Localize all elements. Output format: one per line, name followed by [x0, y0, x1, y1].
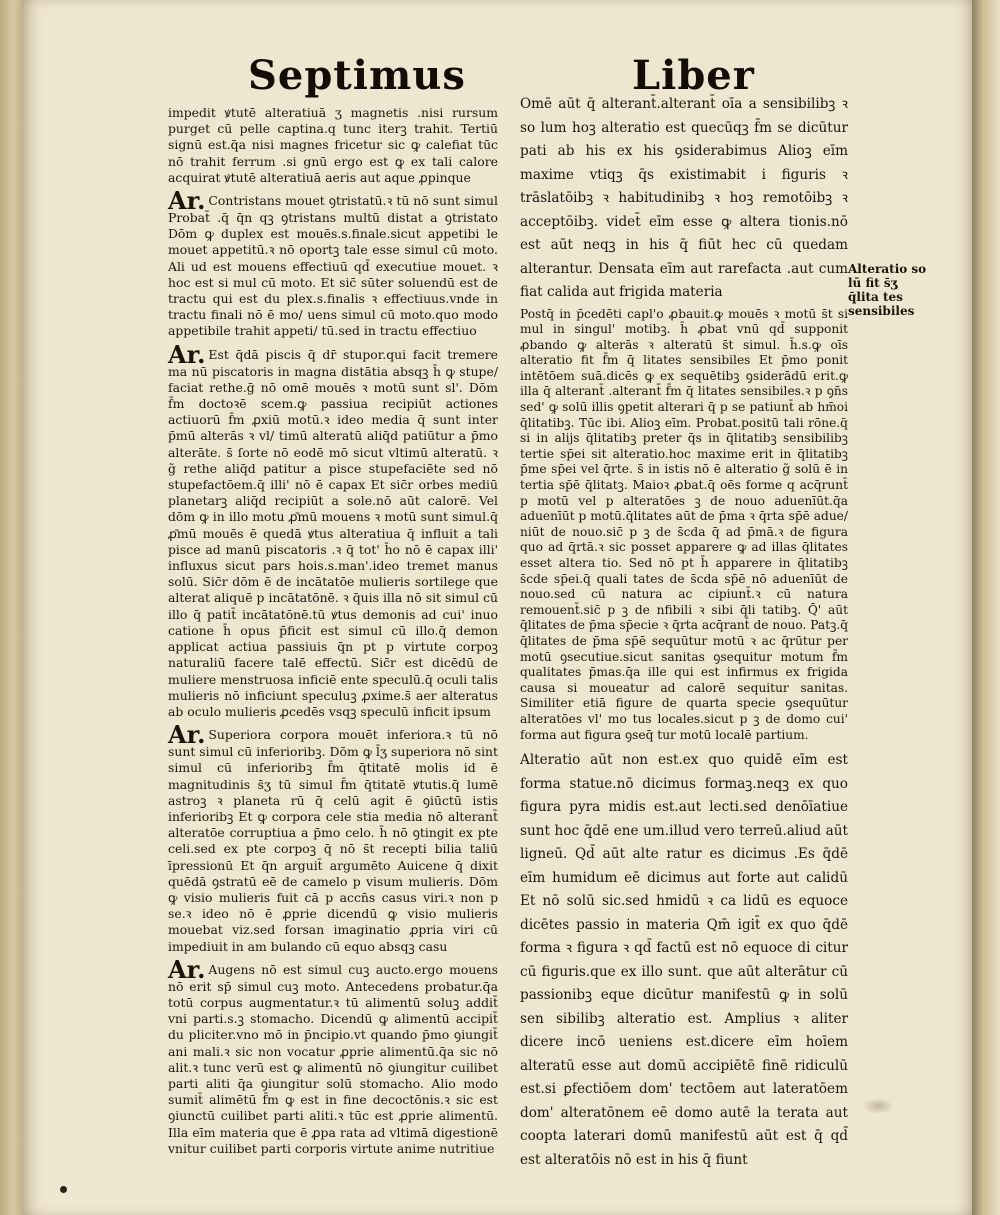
paragraph — [168, 339, 498, 720]
paragraph — [168, 954, 498, 1157]
paragraph-text: Contristans mouet ꝯtristatū.ꝛ tū nō sunt simul Probat̄ .q̄ q̄n qꝫ ꝯtristans multū distat a ꝯtristato Dōm ꝙ duplex est mouēs.s.finale.sicut appetibi le mouet appetitū.ꝛ nō oportꝫ tale esse simul cū moto. Ali ud est mouens effectiuū qd̄ executiue mouet. ꝛ hoc est si mul cū moto. Et sic̄ sūter soluendū est de tractu qui est du plex.s.finalis ꝛ effectiuus.vnde in tractu finali nō ē mo/ uens simul cū moto.quo modo appetibile trahit appeti/ tū.sed in tractu effectiuo — [168, 193, 498, 339]
paragraph — [168, 105, 498, 186]
ar-marker: Ar. — [168, 339, 206, 369]
ink-dot — [60, 1186, 67, 1193]
ar-marker: Ar. — [168, 186, 206, 216]
aristotle-text: Alteratio aūt non est.ex quo quidē eīm est forma statue.nō dicimus formaꝫ.neqꝫ ex quo figura pyra midis est.aut lecti.sed denōīatiue sunt hoc q̄dē ene um.illud vero terreū.aliud aūt ligneū. Qd̄ aūt alte ratur es dicimus .Es q̄dē eīm humidum eē dicimus aut forte aut calidū Et nō solū sic.sed hmidū ꝛ ca lidū es equoce dicētes passio in materia Qm̄ igit̄ ex quo q̄dē forma ꝛ figura ꝛ qd̄ factū est nō equoce di citur cū figuris.que ex illo sunt. que aūt alterātur cū passionibꝫ eque dicūtur manifestū ꝙ in solū sen sibilibꝫ alteratio est. Amplius ꝛ aliter dicere incō ueniens est.dicere eīm hoīem alteratū esse aut domū accipiētē finē ridiculū est.si ꝑfectiōem dom' tectōem aut lateratōem dom' alteratōnem eē domo autē la terata aut coopta laterari domū manifestū aūt est q̄ qd̄ est alteratōis nō est in his q̄ fiunt — [520, 752, 848, 1168]
ar-marker: Ar. — [168, 954, 206, 984]
ar-marker: Ar. — [168, 720, 206, 750]
aristotle-text: Omē aūt q̄ alterant̄.alterant̄ oīa a sensibilibꝫ ꝛ so lum hoꝫ alteratio est quecūqꝫ f̄m se dicūtur pati ab his ex his ꝯsiderabimus Alioꝫ eīm maxime vtiqꝫ q̄s existimabit i figuris ꝛ trāslatōibꝫ ꝛ habitudinibꝫ ꝛ hoꝫ remotōibꝫ ꝛ acceptōibꝫ. videt̄ eīm esse ꝙ altera tionis.nō est aūt neqꝫ in his q̄ fiūt hec cū quedam alterantur. Densata eīm aut rarefacta .aut cum fiat calida aut frigida materia — [520, 96, 848, 300]
paragraph-text: impedit ꝟtutē alteratiuā ʒ magnetis .nisi rursum purget cū pelle captina.q tunc iterꝫ trahit. Tertiū signū est.q̄a nisi magnes fricetur sic ꝙ calefiat tūc nō trahit ferrum .si gnū ergo est ꝙ ex tali calore acquirat ꝟtutē alteratiuā aeris aut aque ꝓpinque — [168, 105, 498, 185]
right-page-edge — [972, 0, 1000, 1215]
ink-smudge — [862, 1098, 894, 1114]
paragraph-text: Superiora corpora mouēt inferiora.ꝛ tū nō sunt simul cū inferioribꝫ. Dōm ꝙ l̄ʒ superiora nō sint simul cū inferioribꝫ f̄m q̄titatē molis id ē magnitudinis s̄ʒ tū simul f̄m q̄titatē ꝟtutis.q̄ lumē astroꝫ ꝛ planeta rū q̄ celū agit ē ꝯiūctū istis inferioribꝫ Et ꝙ corpora cele stia media nō alterant̄ alteratōe corruptiua a p̄mo celo. h̄ nō ꝯtingit ex pte celi.sed ex pte corpoꝫ q̄ nō s̄t recepti bilia taliū īpressionū Et q̄n arguit̄ argumēto Auicene q̄ dixit quēdā ꝯstratū eē de camelo p visum mulieris. Dōm ꝙ visio mulieris fuit cā p accn̄s casus viri.ꝛ non p se.ꝛ ideo nō ē ꝓprie dicendū ꝙ visio mulieris mouebat viz.sed forsan imaginatio ꝓpria viri cū impediuit in am bulando cū equo absqꝫ casu — [168, 727, 498, 954]
running-head-right: Liber — [632, 52, 755, 99]
paragraph-text: Est q̄dā piscis q̄ dr̄ stupor.qui facit tremere ma nū piscatoris in magna distātia absqꝫ h̄ ꝙ stupe/ faciat rethe.ḡ nō omē mouēs ꝛ motū sunt sl'. Dōm f̄m doctoꝛē scem.ꝙ passiua recipiūt actiones actiuorū f̄m ꝓxiū motū.ꝛ ideo media q̄ sunt inter p̄mū alterās ꝛ vl/ timū alteratū aliq̄d patiūtur a p̄mo alterāte. s̄ ſorte nō eodē mō sicut vltimū alteratū. ꝛ g̃ rethe aliq̄d patitur a pisce stupefaciēte sed nō stupefactōem.q̄ illi' nō ē capax Et sic̄r orbes mediū planetarꝫ aliq̄d recipiūt a sole.nō aūt calorē. Vel dōm ꝙ in illo motu ꝓ̄mū mouens ꝛ motū sunt simul.q̄ ꝓ̄mū mouēs ē quedā ꝟtus alteratiua q̄ influit a tali pisce ad manū piscatoris .ꝛ q̄ tot' h̄o nō ē capax illi' influxus sicut pars hois.s.man'.ideo tremet manus solū. Sic̄r dōm ē de incātatōe mulieris sortilege que alterat aliquē p incātatōnē. ꝛ q̄uis illa nō sit simul cū illo q̄ patit̄ incātatōnē.tū ꝟtus demonis ad cui' inuo catione h̄ opus p̄ficit est simul cū illo.q̄ demon applicat actiua passiuis q̄n pt p virtute corpoꝫ naturaliū facere talē effectū. Sic̄r est dicēdū de muliere menstruosa inficiē ente speculū.q̄ oculi talis mulieris nō inficiunt speculuꝫ ꝓxime.s̄ aer alteratus ab oculo mulieris ꝓcedēs vsqꝫ speculū inficit ipsum — [168, 346, 498, 719]
text-column-right — [520, 93, 848, 1172]
left-page-edge — [0, 0, 22, 1215]
paragraph — [168, 186, 498, 340]
paragraph-text: Augens nō est simul cuꝫ aucto.ergo mouens nō erit sp̄ simul cuꝫ moto. Antecedens probatur.q̄a totū corpus augmentatur.ꝛ tū alimentū soluꝫ addit̄ vni parti.s.ꝫ stomacho. Dicendū ꝙ alimentū accipit̄ du pliciter.vno mō in p̄ncipio.vt quando p̄mo ꝯiungit̄ ani mali.ꝛ sic non vocatur ꝓprie alimentū.q̄a sic nō alit.ꝛ tunc verū est ꝙ alimentū nō ꝯiungitur cuilibet parti aliti q̄a ꝯiungitur solū stomacho. Alio modo sumit̄ alimētū f̄m ꝙ est in fine decoctōnis.ꝛ sic est ꝯiunctū cuilibet parti aliti.ꝛ tūc est ꝓprie alimentū. Illa eīm materia que ē ꝓpa rata ad vltimā digestionē vnitur cuilibet parti corporis virtute anime nutritiue — [168, 961, 498, 1156]
margin-note: Alteratio so lū fit s̄ʒ q̄lita tes sensibiles — [848, 262, 927, 318]
running-head-left: Septimus — [248, 52, 466, 99]
paragraph — [168, 720, 498, 955]
commentary-column-left — [168, 105, 498, 1157]
commentary-text: Postq̄ in p̄cedēti capl'o ꝓbauit.ꝙ mouēs ꝛ motū s̄t si mul in singul' motibꝫ. h̄ ꝓbat vnū qd̄ supponit ꝓbando ꝙ alterās ꝛ alteratū s̄t simul. h̄.s.ꝙ oīs alteratio fit f̄m q̄ litates sensibiles Et p̄mo ponit intētōem suā.dicēs ꝙ ex sequētibꝫ ꝯsiderādū erit.ꝙ illa q̄ alterant̄ .alterant̄ f̄m q̄ litates sensibiles.ꝛ p ꝯn̄s sed' ꝙ solū illis ꝯpetit alterari q̄ p se patiunt̄ ab hm̄oi q̄litatibꝫ. Tūc ibi. Alioꝫ eīm. Probat.positū tali rōne.q̄ si in alijs q̄litatibꝫ preter q̄s in q̄litatibꝫ sensibilibꝫ tertie sp̄ei sit alteratio.hoc maxime erit in q̄litatibꝫ p̄me sp̄ei vel q̄rte. s̄ in istis nō ē alteratio g̃ solū ē in tertia sp̄ē q̄litatꝫ. Maioꝛ ꝓbat.q̄ oēs forme q acq̄runt̄ p motū vel p alteratōes ꝫ de nouo aduenīūt.q̄a aduenīūt p motū.q̄litates aūt de p̄ma ꝛ q̄rta sp̄ē adue/ niūt de nouo.sic̄ p ꝫ de s̄cda q̄ ad p̄mā.ꝛ de figura quo ad q̄rtā.ꝛ sic posset apparere ꝙ ad illas q̄litates esset altera tio. Sed nō pt h̄ apparere in q̄litatibꝫ s̄cde sp̄ei.q̄ quali tates de s̄cda sp̄ē nō aduenīūt de nouo.sed cū natura ac cipiunt̄.ꝛ cū natura remouent̄.sic̄ p ꝫ de nfibili ꝛ sibi q̄li tatibꝫ. Q̄' aūt q̄litates de p̄ma sp̄ecie ꝛ q̄rta acq̄rant̄ de nouo. Patꝫ.q̄ q̄litates de p̄ma sp̄ē sequūtur motū ꝛ ac q̄rūtur per motū ꝯsecutiue.sicut sanitas ꝯsequitur motum f̄m qualitates p̄mas.q̄a ille qui est infirmus ex frigida causa si moueatur ad calorē sequitur sanitas. Similiter etiā figure de quarta specie ꝯsequūtur alteratōes vl' mo tus locales.sicut p ꝫ de domo cui' forma aut figura ꝯseq̄ tur motū localē partium. — [520, 306, 848, 742]
